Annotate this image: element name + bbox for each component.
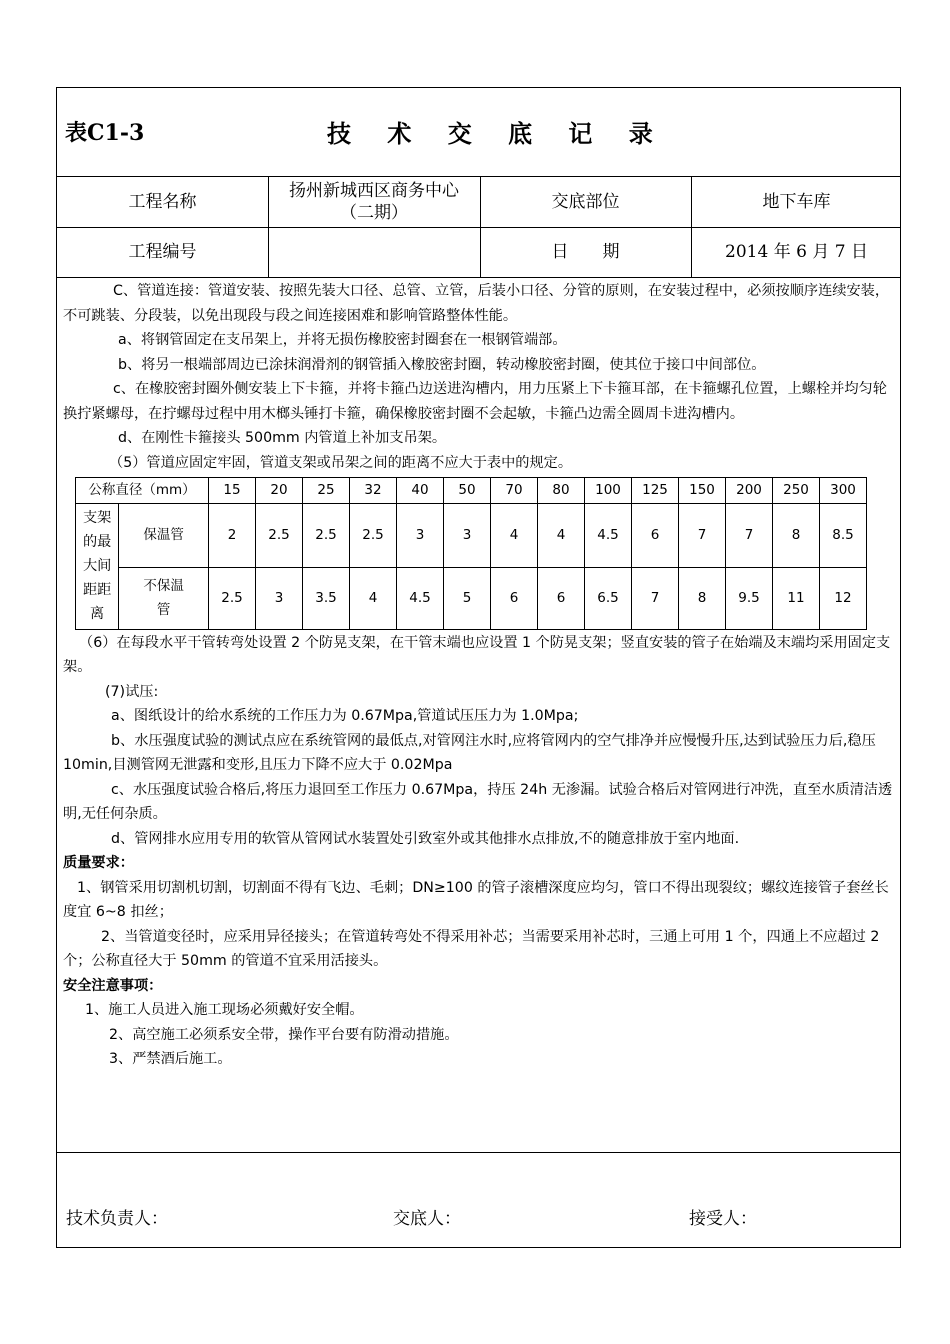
date-value: 2014 年 6 月 7 日 bbox=[725, 242, 868, 262]
divider bbox=[57, 1152, 900, 1153]
spacing-cell: 8.5 bbox=[820, 503, 867, 567]
project-no-value bbox=[268, 227, 480, 277]
safety-title: 安全注意事项： bbox=[63, 977, 163, 994]
item-5: （5）管道应固定牢固，管道支架或吊架之间的距离不应大于表中的规定。 bbox=[109, 454, 573, 471]
step-c: c、在橡胶密封圈外侧安装上下卡箍，并将卡箍凸边送进沟槽内，用力压紧上下卡箍耳部，在卡箍螺孔位置，上螺栓并均匀轮换拧紧螺母，在拧螺母过程中用木榔头锤打卡箍，确保橡胶密封圈不会起敏，卡箍凸边需全圆周卡进沟槽内。 bbox=[63, 381, 887, 422]
form-code: 表C1-3 bbox=[65, 120, 145, 146]
row-label bbox=[119, 567, 209, 629]
spacing-cell: 4.5 bbox=[397, 567, 444, 629]
location-value: 地下车库 bbox=[762, 191, 831, 212]
support-spacing-table bbox=[75, 477, 867, 630]
row-label: 保温管 bbox=[119, 503, 209, 567]
item-6: （6）在每段水平干管转弯处设置 2 个防晃支架，在干管末端也应设置 1 个防晃支架；竖直安装的管子在始端及末端均采用固定支架。 bbox=[63, 634, 891, 675]
test-c: c、水压强度试验合格后,将压力退回至工作压力 0.67Mpa，持压 24h 无渗漏。试验合格后对管网进行冲洗，直至水质清洁透明,无任何杂质。 bbox=[63, 781, 893, 822]
spacing-cell: 6 bbox=[632, 503, 679, 567]
diameter-cell: 25 bbox=[303, 478, 350, 504]
spacing-cell: 3 bbox=[256, 567, 303, 629]
spacing-cell: 11 bbox=[773, 567, 820, 629]
spacing-cell: 4 bbox=[350, 567, 397, 629]
diameter-cell: 70 bbox=[491, 478, 538, 504]
spacing-cell: 5 bbox=[444, 567, 491, 629]
discloser-signature: 交底人： bbox=[393, 1209, 461, 1229]
diameter-header: 公称直径（mm） bbox=[76, 478, 209, 504]
spacing-cell: 7 bbox=[726, 503, 773, 567]
diameter-cell: 100 bbox=[585, 478, 632, 504]
spacing-cell: 7 bbox=[679, 503, 726, 567]
spacing-cell: 7 bbox=[632, 567, 679, 629]
step-a: a、将钢管固定在支吊架上，并将无损伤橡胶密封圈套在一根钢管端部。 bbox=[118, 332, 567, 348]
item-7: (7)试压: bbox=[105, 683, 159, 700]
diameter-cell: 125 bbox=[632, 478, 679, 504]
spacing-cell: 2.5 bbox=[256, 503, 303, 567]
diameter-cell: 150 bbox=[679, 478, 726, 504]
table-header-row bbox=[76, 478, 867, 504]
test-b: b、水压强度试验的测试点应在系统管网的最低点,对管网注水时,应将管网内的空气排净并应慢慢升压,达到试验压力后,稳压 10min,目测管网无泄露和变形,且压力下降不应大于 0.02Mpa bbox=[63, 732, 876, 773]
date-label: 日 期 bbox=[551, 242, 620, 262]
spacing-cell: 4.5 bbox=[585, 503, 632, 567]
tech-lead-signature: 技术负责人： bbox=[66, 1209, 168, 1229]
spacing-cell: 8 bbox=[679, 567, 726, 629]
diameter-cell: 250 bbox=[773, 478, 820, 504]
spacing-cell: 2.5 bbox=[209, 567, 256, 629]
table-row-uninsulated bbox=[76, 567, 867, 629]
group-label bbox=[76, 503, 119, 629]
spacing-cell: 3 bbox=[444, 503, 491, 567]
record-form bbox=[56, 87, 901, 1248]
diameter-cell: 80 bbox=[538, 478, 585, 504]
row-label-text: 不保温管 bbox=[143, 578, 184, 618]
spacing-cell: 2.5 bbox=[350, 503, 397, 567]
spacing-cell: 12 bbox=[820, 567, 867, 629]
spacing-cell: 6.5 bbox=[585, 567, 632, 629]
group-label-text: 支架的最大间距距离 bbox=[82, 510, 112, 622]
table-row-insulated bbox=[76, 503, 867, 567]
safety-2: 2、高空施工必须系安全带，操作平台要有防滑动措施。 bbox=[109, 1026, 459, 1043]
spacing-cell: 3 bbox=[397, 503, 444, 567]
spacing-cell: 2.5 bbox=[303, 503, 350, 567]
receiver-signature: 接受人： bbox=[689, 1209, 757, 1229]
diameter-cell: 300 bbox=[820, 478, 867, 504]
step-b: b、将另一根端部周边已涂抹润滑剂的钢管插入橡胶密封圈，转动橡胶密封圈，使其位于接口中间部位。 bbox=[118, 356, 766, 373]
diameter-cell: 32 bbox=[350, 478, 397, 504]
spacing-cell: 3.5 bbox=[303, 567, 350, 629]
diameter-cell: 40 bbox=[397, 478, 444, 504]
diameter-cell: 50 bbox=[444, 478, 491, 504]
spacing-cell: 4 bbox=[538, 503, 585, 567]
diameter-cell: 20 bbox=[256, 478, 303, 504]
disclosure-content bbox=[63, 279, 895, 1072]
quality-title: 质量要求： bbox=[63, 855, 134, 871]
spacing-cell: 8 bbox=[773, 503, 820, 567]
safety-1: 1、施工人员进入施工现场必须戴好安全帽。 bbox=[85, 1002, 364, 1018]
spacing-cell: 6 bbox=[491, 567, 538, 629]
step-d: d、在刚性卡箍接头 500mm 内管道上补加支吊架。 bbox=[118, 430, 447, 446]
divider bbox=[57, 277, 900, 278]
diameter-cell: 200 bbox=[726, 478, 773, 504]
project-no-label: 工程编号 bbox=[128, 242, 197, 262]
quality-2: 2、当管道变径时，应采用异径接头；在管道转弯处不得采用补芯；当需要采用补芯时，三通上可用 1 个，四通上不应超过 2 个；公称直径大于 50mm 的管道不宜采用活接头。 bbox=[63, 928, 880, 969]
spacing-cell: 2 bbox=[209, 503, 256, 567]
diameter-cell: 15 bbox=[209, 478, 256, 504]
project-name-label: 工程名称 bbox=[128, 191, 197, 212]
test-d: d、管网排水应用专用的软管从管网试水装置处引致室外或其他排水点排放,不的随意排放于室内地面. bbox=[111, 830, 740, 847]
safety-3: 3、严禁酒后施工。 bbox=[109, 1051, 232, 1067]
spacing-cell: 9.5 bbox=[726, 567, 773, 629]
test-a: a、图纸设计的给水系统的工作压力为 0.67Mpa,管道试压压力为 1.0Mpa; bbox=[111, 708, 579, 724]
pipe-connection-para: C、管道连接：管道安装、按照先装大口径、总管、立管，后装小口径、分管的原则，在安装过程中，必须按顺序连续安装，不可跳装、分段装，以免出现段与段之间连接困难和影响管路整体性能。 bbox=[63, 283, 890, 324]
project-name-value: 扬州新城西区商务中心（二期） bbox=[289, 180, 459, 223]
spacing-cell: 6 bbox=[538, 567, 585, 629]
form-title: 技 术 交 底 记 录 bbox=[327, 119, 667, 148]
spacing-cell: 4 bbox=[491, 503, 538, 567]
location-label: 交底部位 bbox=[551, 191, 620, 212]
quality-1: 1、钢管采用切割机切割，切割面不得有飞边、毛刺；DN≥100 的管子滚槽深度应均匀，管口不得出现裂纹；螺纹连接管子套丝长度宜 6~8 扣丝； bbox=[63, 879, 889, 920]
